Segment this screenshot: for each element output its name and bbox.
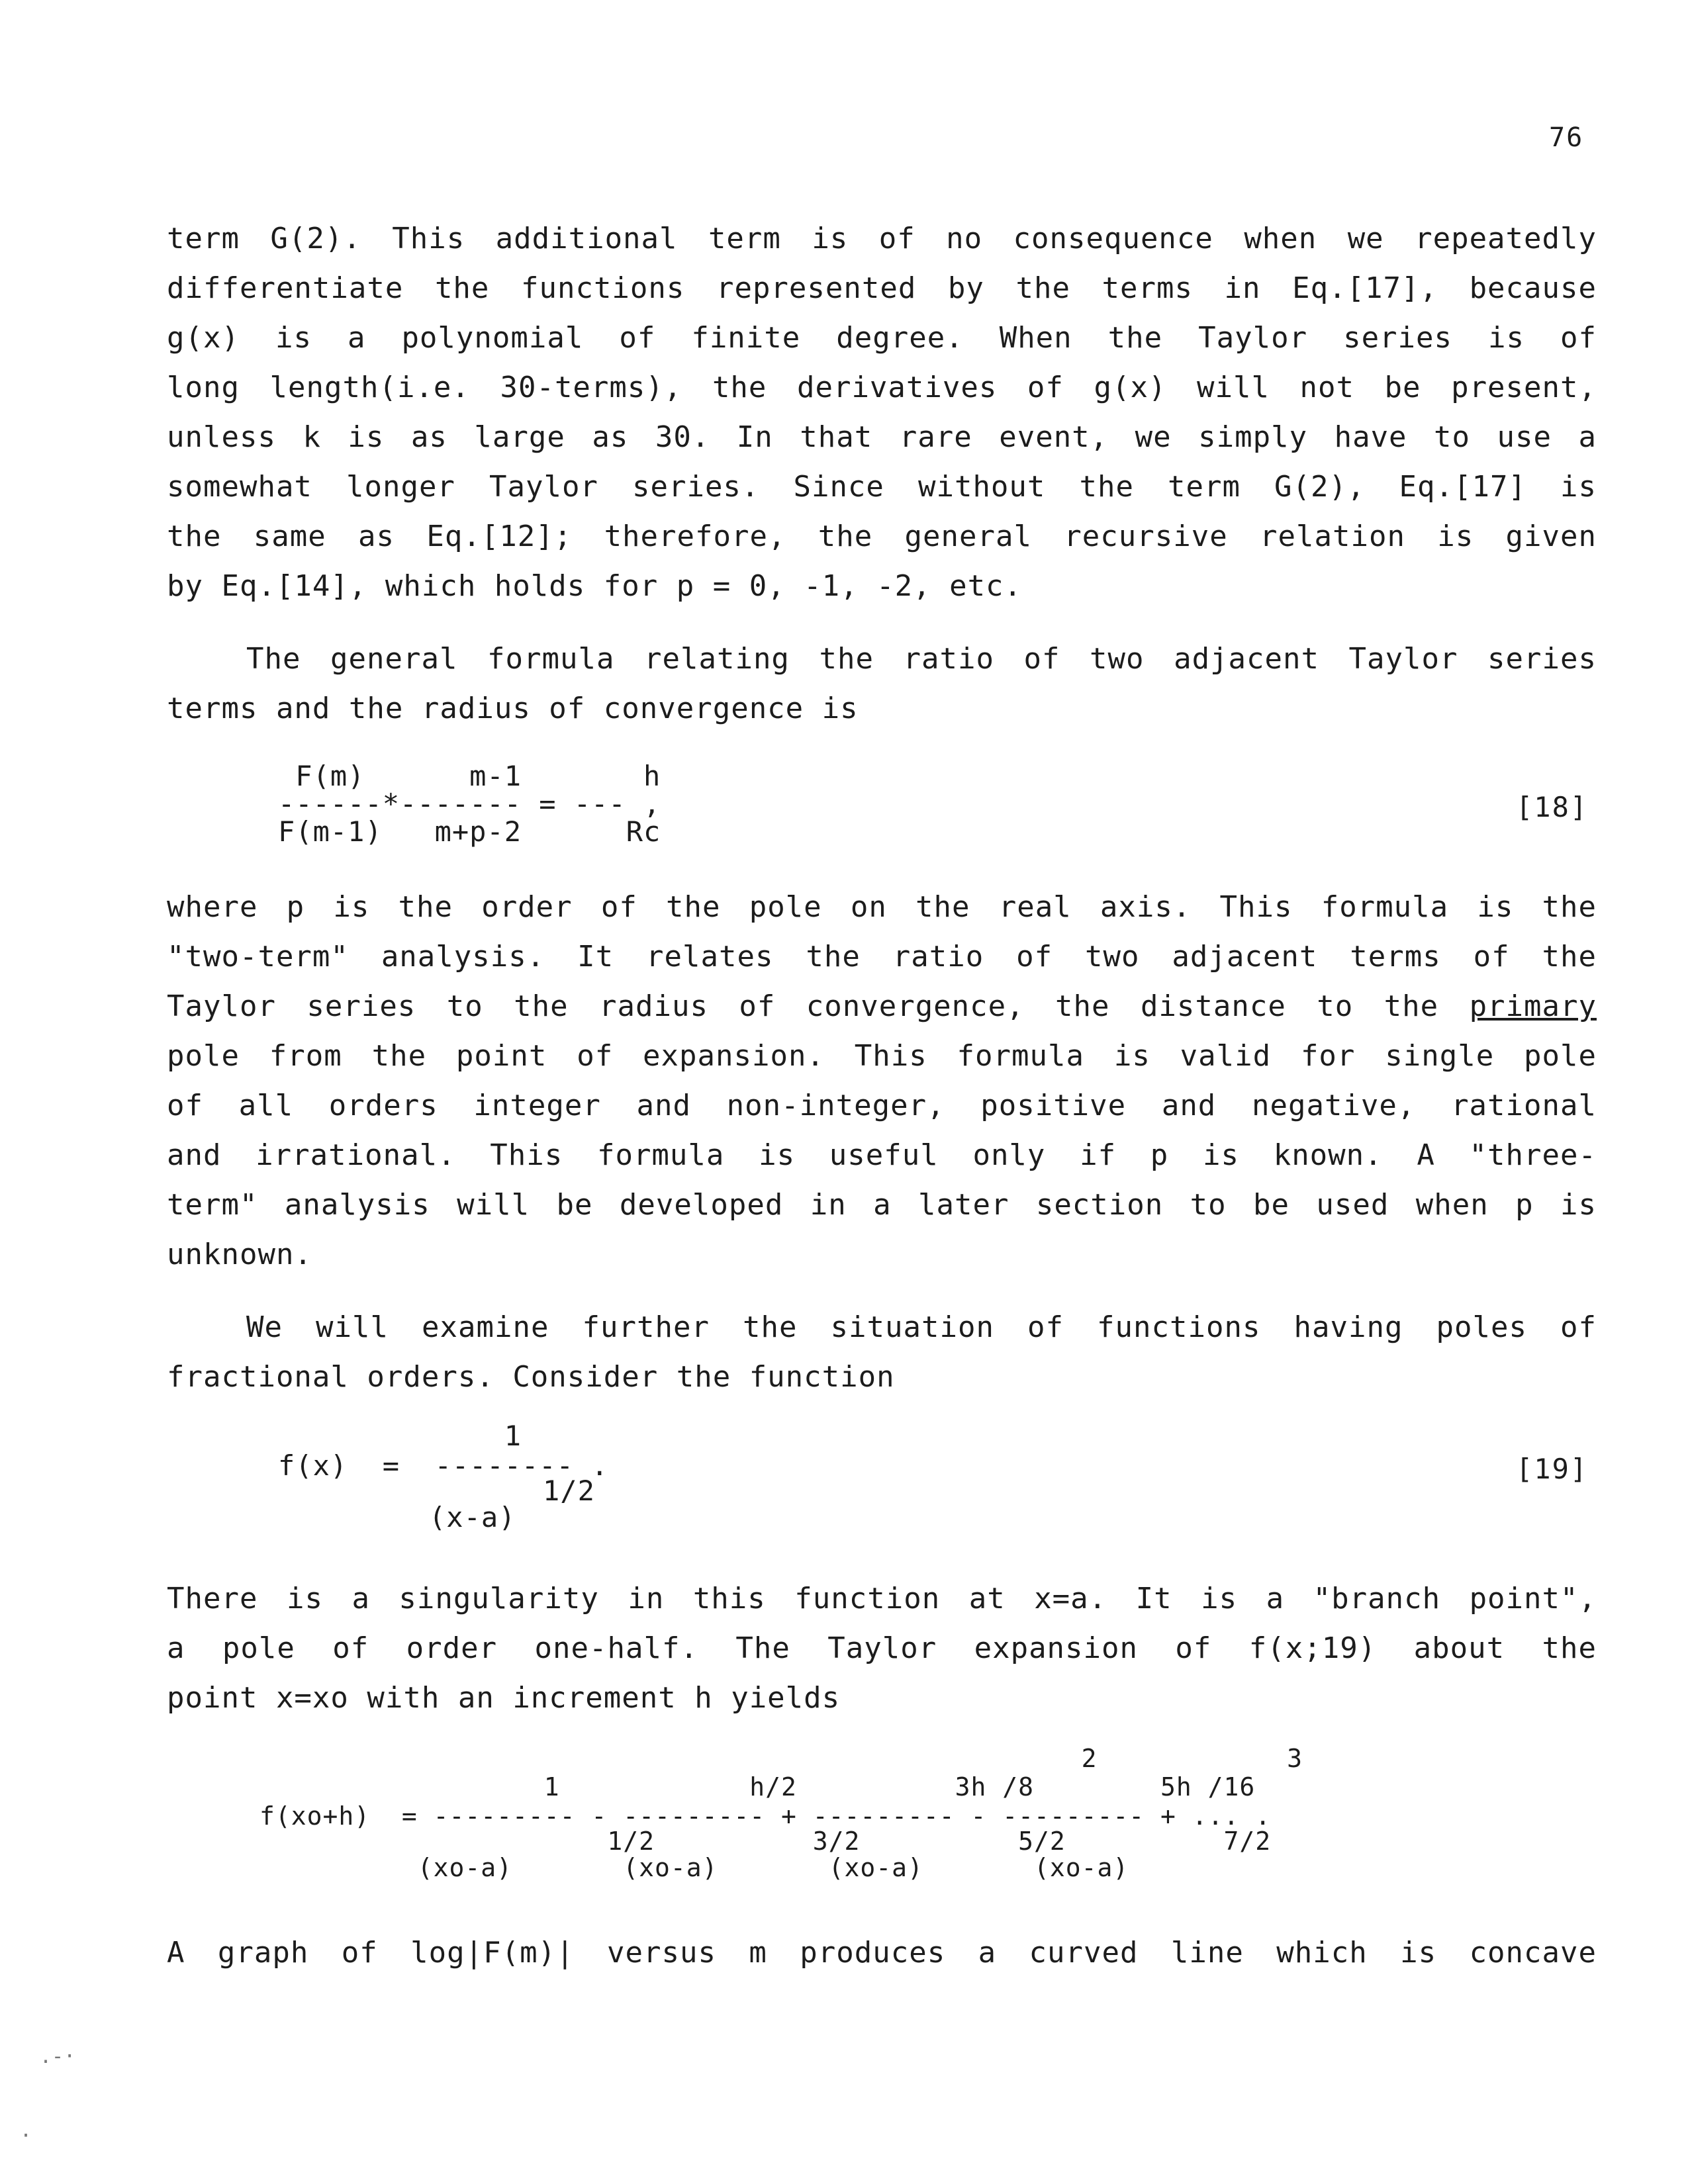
text-line: a pole of order one-half. The Taylor expansion of f(x;19) about the xyxy=(167,1631,1597,1665)
text-line: long length(i.e. 30-terms), the derivatives of g(x) will not be present, xyxy=(167,371,1597,404)
text-span: Taylor series to the radius of convergence, the distance to the xyxy=(167,989,1470,1023)
text-line: There is a singularity in this function at x=a. It is a "branch point", xyxy=(167,1582,1597,1615)
equation-number: [18] xyxy=(1516,791,1589,823)
text-line: unless k is as large as 30. In that rare event, we simply have to use a xyxy=(167,420,1597,454)
taylor-powers: 2 3 xyxy=(259,1744,1303,1773)
scan-mark: · xyxy=(20,2124,32,2148)
text-line: term" analysis will be developed in a later section to be used when p is xyxy=(167,1188,1597,1222)
taylor-fraction-bars: f(xo+h) = --------- - --------- + --------- - --------- + ... . xyxy=(259,1801,1272,1831)
taylor-denominators: (xo-a) (xo-a) (xo-a) (xo-a) xyxy=(259,1853,1129,1882)
taylor-numerators: 1 h/2 3h /8 5h /16 xyxy=(259,1772,1256,1801)
text-line: the same as Eq.[12]; therefore, the general recursive relation is given xyxy=(167,520,1597,553)
eq18-numerator: F(m) m-1 h xyxy=(278,760,661,792)
text-line: of all orders integer and non-integer, positive and negative, rational xyxy=(167,1089,1597,1122)
text-line: We will examine further the situation of functions having poles of xyxy=(246,1310,1597,1344)
text-line: pole from the point of expansion. This formula is valid for single pole xyxy=(167,1039,1597,1073)
eq19-denominator: (x-a) xyxy=(429,1501,516,1533)
text-line: unknown. xyxy=(167,1238,312,1271)
text-line: "two-term" analysis. It relates the ratio of two adjacent terms of the xyxy=(167,940,1597,974)
page-number: 76 xyxy=(1549,122,1584,153)
underlined-word: primary xyxy=(1469,989,1597,1023)
eq18-denominator: F(m-1) m+p-2 Rc xyxy=(278,815,661,848)
text-line: somewhat longer Taylor series. Since without the term G(2), Eq.[17] is xyxy=(167,470,1597,504)
text-line: The general formula relating the ratio of two adjacent Taylor series xyxy=(246,642,1597,676)
text-line: g(x) is a polynomial of finite degree. When the Taylor series is of xyxy=(167,321,1597,355)
text-line: terms and the radius of convergence is xyxy=(167,692,859,725)
text-line: fractional orders. Consider the function xyxy=(167,1360,895,1394)
eq18-fraction-bar: ------*------- = --- , xyxy=(278,788,661,820)
text-line: differentiate the functions represented by the terms in Eq.[17], because xyxy=(167,271,1597,305)
text-line: term G(2). This additional term is of no consequence when we repeatedly xyxy=(167,222,1597,255)
equation-number: [19] xyxy=(1516,1453,1589,1485)
text-line xyxy=(167,989,1597,1023)
eq19-fraction-bar: f(x) = -------- . xyxy=(278,1449,609,1482)
eq19-exponent: 1/2 xyxy=(543,1475,595,1507)
scan-mark: .-· xyxy=(40,2045,76,2068)
taylor-exponents: 1/2 3/2 5/2 7/2 xyxy=(259,1827,1272,1856)
eq19-numerator: 1 xyxy=(278,1420,522,1452)
text-line: point x=xo with an increment h yields xyxy=(167,1681,841,1715)
text-line: by Eq.[14], which holds for p = 0, -1, -2, etc. xyxy=(167,569,1023,603)
text-line: A graph of log|F(m)| versus m produces a curved line which is concave xyxy=(167,1936,1597,1970)
text-line: where p is the order of the pole on the real axis. This formula is the xyxy=(167,890,1597,924)
text-line: and irrational. This formula is useful only if p is known. A "three- xyxy=(167,1138,1597,1172)
